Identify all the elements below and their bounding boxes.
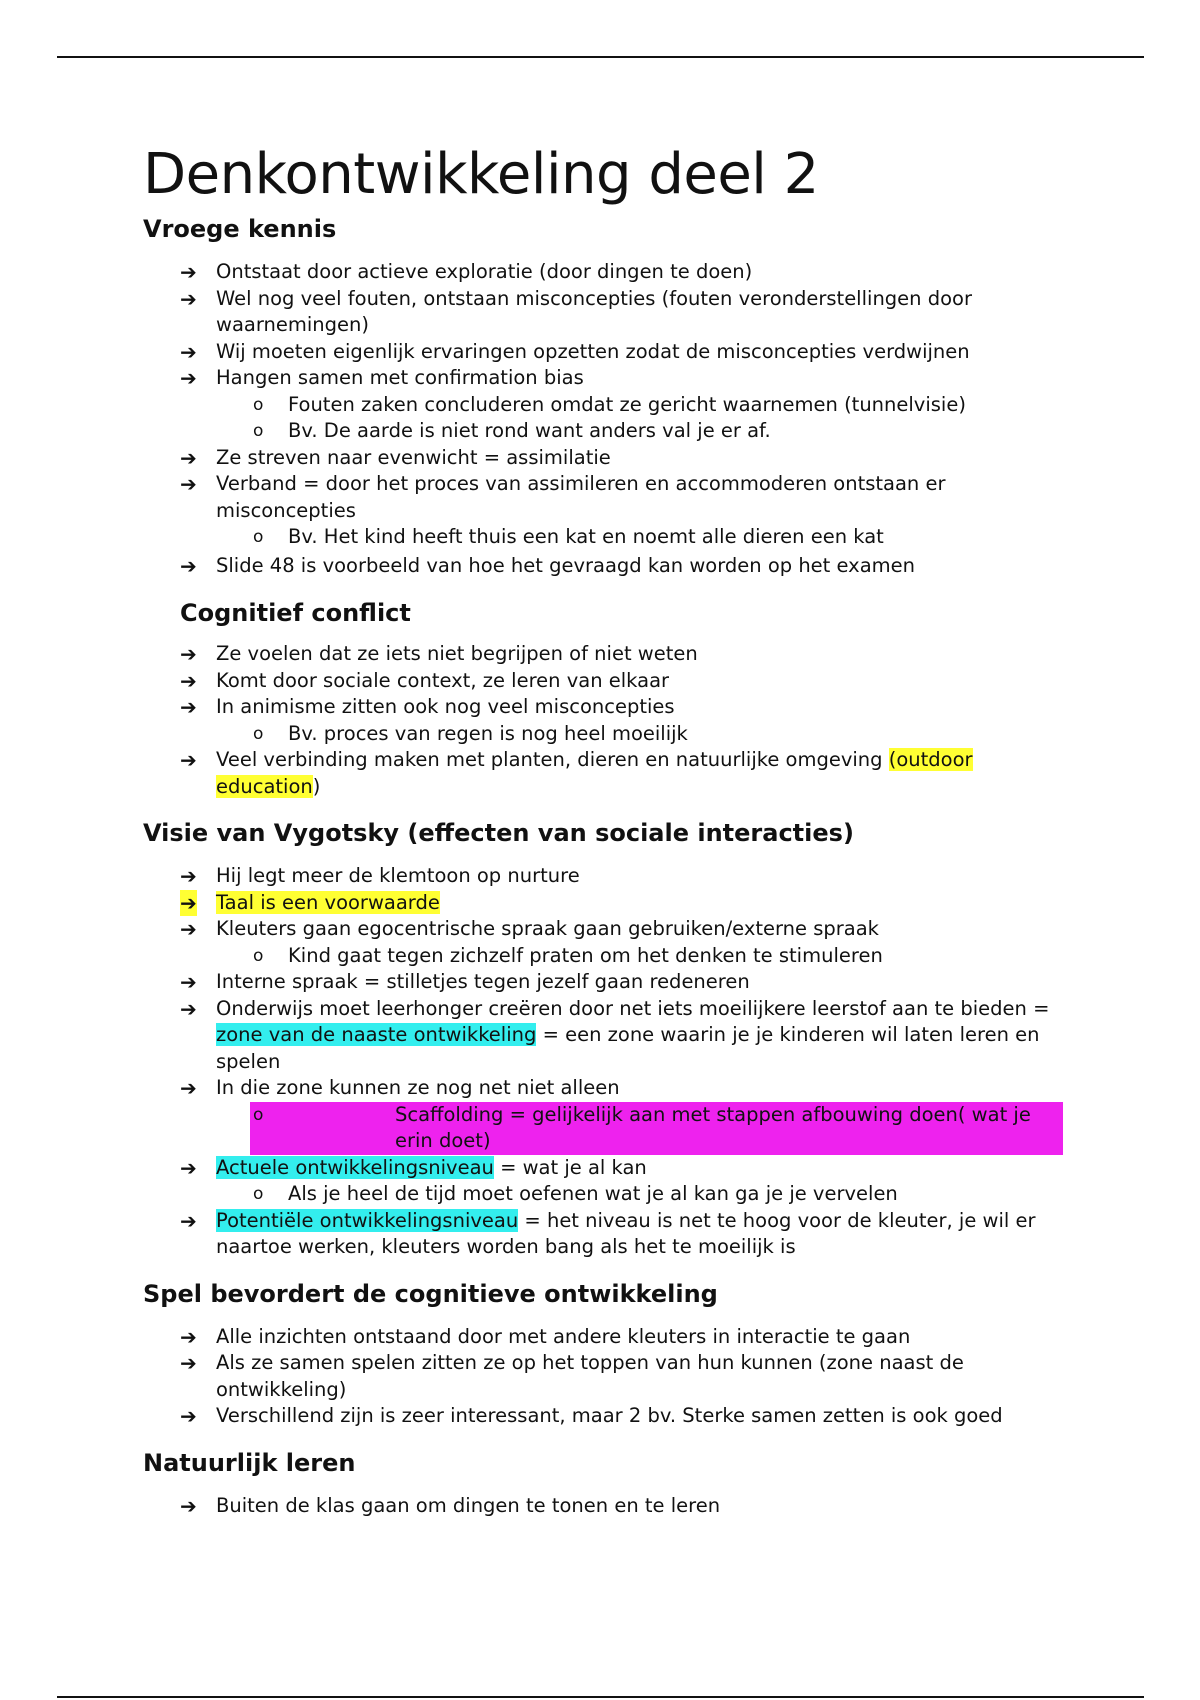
sub-list-item: o Fouten zaken concluderen omdat ze gericht waarnemen (tunnelvisie): [143, 392, 1063, 419]
arrow-bullet-icon: ➔: [180, 1351, 197, 1375]
list-item: ➔ Ze voelen dat ze iets niet begrijpen of niet weten: [180, 642, 698, 666]
list-item: ➔ Wel nog veel fouten, ontstaan misconcepties (fouten veronderstellingen door waarnemingen): [180, 286, 972, 336]
arrow-bullet-icon: ➔: [180, 668, 197, 693]
arrow-bullet-icon: ➔: [180, 1324, 197, 1349]
list-item: ➔ Hangen samen met confirmation bias: [180, 366, 584, 390]
list-item: ➔ Wij moeten eigenlijk ervaringen opzetten zodat de misconcepties verdwijnen: [180, 339, 970, 364]
arrow-bullet-icon: ➔: [180, 286, 197, 311]
list-spel: [143, 1324, 1063, 1430]
section-heading-spel: Spel bevordert de cognitieve ontwikkeling: [143, 1279, 718, 1308]
document-body: [143, 138, 1063, 1519]
arrow-bullet-icon: ➔: [180, 642, 197, 666]
arrow-bullet-icon: ➔: [180, 1404, 197, 1428]
sub-list-item-highlighted: o Scaffolding = gelijkelijk aan met stappen afbouwing doen( wat je erin doet): [250, 1102, 1063, 1155]
highlight-yellow: (outdoor education: [216, 748, 973, 798]
arrow-bullet-icon: ➔: [180, 917, 197, 941]
arrow-bullet-icon: ➔: [180, 339, 197, 364]
list-item: ➔ Ontstaat door actieve exploratie (door dingen te doen): [180, 260, 753, 284]
page-title: Denkontwikkeling deel 2: [143, 142, 819, 207]
list-item: [143, 890, 1063, 917]
sub-list-item: o Als je heel de tijd moet oefenen wat je al kan ga je je vervelen: [143, 1181, 1063, 1208]
list-item: ➔ Onderwijs moet leerhonger creëren door net iets moeilijkere leerstof aan te bieden = zone van de naaste ontwikkeling = een zone waarin je je kinderen wil laten leren en spelen: [180, 996, 1050, 1073]
arrow-bullet-icon: ➔: [180, 366, 197, 390]
list-cognitief-conflict: [143, 641, 1063, 800]
arrow-bullet-icon: ➔: [180, 260, 197, 284]
sub-list-item: o Kind gaat tegen zichzelf praten om het denken te stimuleren: [143, 943, 1063, 970]
arrow-bullet-icon: ➔: [180, 1155, 197, 1180]
circle-bullet-icon: o: [253, 421, 264, 441]
list-item: ➔ Als ze samen spelen zitten ze op het toppen van hun kunnen (zone naast de ontwikkeling): [180, 1351, 964, 1401]
arrow-bullet-icon: ➔: [180, 445, 197, 470]
circle-bullet-icon: o: [253, 527, 264, 547]
header-rule: [57, 56, 1144, 58]
sub-list-item: o Bv. Het kind heeft thuis een kat en noemt alle dieren een kat: [143, 524, 1063, 551]
list-vygotsky: [143, 863, 1063, 1261]
list-item: ➔ Interne spraak = stilletjes tegen jezelf gaan redeneren: [180, 970, 750, 994]
list-item: ➔ Verband = door het proces van assimileren en accommoderen ontstaan er misconcepties: [180, 472, 946, 522]
footer-rule: [57, 1696, 1144, 1698]
circle-bullet-icon: o: [253, 945, 264, 966]
section-heading-vroege-kennis: Vroege kennis: [143, 215, 337, 243]
arrow-bullet-icon: ➔: [180, 748, 197, 772]
list-item: ➔ Actuele ontwikkelingsniveau = wat je al kan: [180, 1155, 647, 1180]
section-heading-vygotsky: Visie van Vygotsky (effecten van sociale interacties): [143, 819, 854, 847]
list-item: ➔ Komt door sociale context, ze leren van elkaar: [180, 668, 670, 693]
arrow-bullet-icon: ➔: [180, 890, 197, 915]
list-item: ➔ In animisme zitten ook nog veel misconcepties: [180, 695, 675, 719]
highlight-cyan: zone van de naaste ontwikkeling: [216, 1023, 537, 1046]
sub-list-item: o Bv. proces van regen is nog heel moeilijk: [143, 721, 1063, 748]
list-item: ➔ Potentiële ontwikkelingsniveau = het niveau is net te hoog voor de kleuter, je wil er naartoe werken, kleuters worden bang als het te moeilijk is: [180, 1208, 1036, 1258]
list-item: ➔ Buiten de klas gaan om dingen te tonen en te leren: [180, 1493, 721, 1518]
arrow-bullet-icon: ➔: [180, 1208, 197, 1233]
circle-bullet-icon: o: [253, 1104, 264, 1125]
list-natuurlijk-leren: [143, 1493, 1063, 1520]
list-item: ➔ Slide 48 is voorbeeld van hoe het gevraagd kan worden op het examen: [180, 553, 916, 578]
list-item: ➔ In die zone kunnen ze nog net niet alleen: [180, 1076, 620, 1100]
circle-bullet-icon: o: [253, 723, 264, 744]
arrow-bullet-icon: ➔: [180, 970, 197, 994]
list-item: ➔ Hij legt meer de klemtoon op nurture: [180, 864, 580, 888]
arrow-bullet-icon: ➔: [180, 472, 197, 496]
arrow-bullet-icon: ➔: [180, 996, 197, 1021]
section-heading-cognitief-conflict: Cognitief conflict: [180, 599, 411, 627]
list-item: ➔ Ze streven naar evenwicht = assimilatie: [180, 445, 611, 470]
arrow-bullet-icon: ➔: [180, 695, 197, 719]
arrow-bullet-icon: ➔: [180, 1076, 197, 1100]
section-heading-natuurlijk-leren: Natuurlijk leren: [143, 1448, 356, 1477]
highlight-cyan: Potentiële ontwikkelingsniveau: [216, 1208, 519, 1232]
arrow-bullet-icon: ➔: [180, 553, 197, 578]
circle-bullet-icon: o: [253, 394, 264, 415]
list-item: ➔ Veel verbinding maken met planten, dieren en natuurlijke omgeving (outdoor education): [180, 748, 973, 798]
list-item: ➔ Kleuters gaan egocentrische spraak gaan gebruiken/externe spraak: [180, 917, 879, 941]
list-item: ➔ Verschillend zijn is zeer interessant, maar 2 bv. Sterke samen zetten is ook goed: [180, 1404, 1003, 1428]
arrow-bullet-icon: ➔: [180, 1493, 197, 1518]
highlight-cyan: Actuele ontwikkelingsniveau: [216, 1155, 494, 1179]
circle-bullet-icon: o: [253, 1184, 264, 1204]
sub-list-item: o Bv. De aarde is niet rond want anders val je er af.: [143, 418, 1063, 445]
list-item: ➔ Alle inzichten ontstaand door met andere kleuters in interactie te gaan: [180, 1324, 911, 1349]
highlight-yellow: Taal is een voorwaarde: [216, 890, 440, 914]
list-vroege-kennis: [143, 259, 1063, 579]
arrow-bullet-icon: ➔: [180, 864, 197, 888]
